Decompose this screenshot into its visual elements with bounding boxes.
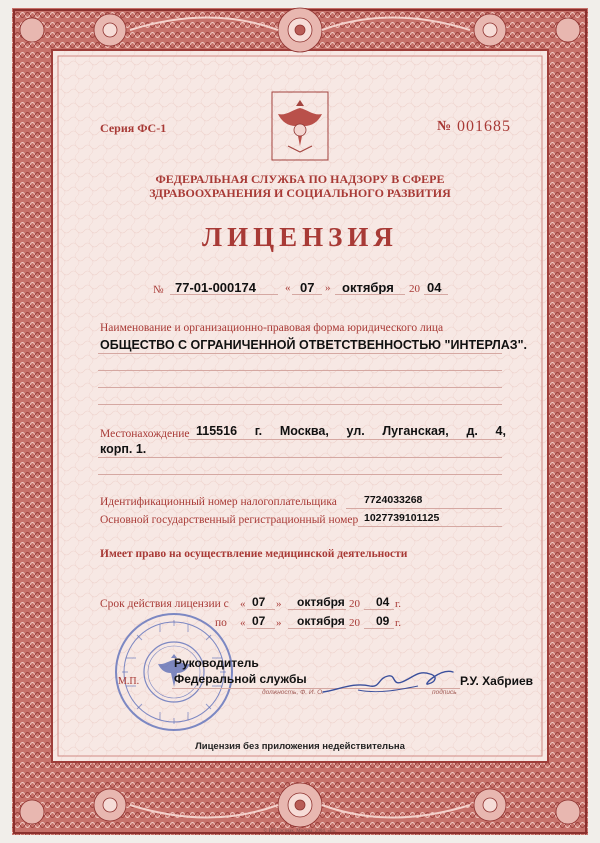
license-number: 77-01-000174	[175, 280, 256, 295]
blank-number: 001685	[457, 118, 511, 135]
validity-to-month: октября	[297, 614, 345, 628]
signer-name: Р.У. Хабриев	[460, 674, 534, 688]
position-hint: должность, Ф. И. О.	[262, 689, 324, 696]
printer-note: © НП Госзнак, Москва, 2004, «Б».	[263, 829, 337, 834]
handwritten-signature	[318, 660, 458, 700]
ogrn-value: 1027739101125	[364, 512, 440, 524]
blank-number-sign: №	[437, 119, 452, 134]
org-name: ОБЩЕСТВО С ОГРАНИЧЕННОЙ ОТВЕТСТВЕННОСТЬЮ "ИНТЕРЛАЗ".	[100, 338, 528, 352]
inn-value: 7724033268	[364, 494, 423, 506]
inn-label: Идентификационный номер налогоплательщика	[100, 496, 337, 508]
seal-place-label: М.П.	[118, 676, 140, 687]
validity-to-year-prefix: 20	[349, 617, 360, 629]
document-title: ЛИЦЕНЗИЯ	[202, 222, 398, 252]
agency-line-2: ЗДРАВООХРАНЕНИЯ И СОЦИАЛЬНОГО РАЗВИТИЯ	[149, 186, 451, 200]
signer-position-line-1: Руководитель	[174, 656, 259, 670]
license-month: октября	[342, 280, 394, 295]
agency-line-1: ФЕДЕРАЛЬНАЯ СЛУЖБА ПО НАДЗОРУ В СФЕРЕ	[155, 172, 445, 186]
footer-note: Лицензия без приложения недействительна	[195, 741, 405, 752]
address-line-1: 115516 г. Москва, ул. Луганская, д. 4,	[196, 424, 506, 438]
license-day: 07	[300, 280, 315, 295]
validity-from-g: г.	[395, 598, 402, 610]
validity-to-year-suffix: 09	[376, 614, 390, 628]
ogrn-label: Основной государственный регистрационный номер	[100, 514, 359, 526]
validity-to-day: 07	[252, 614, 266, 628]
validity-to-label: по	[215, 617, 227, 629]
validity-to-g: г.	[395, 617, 402, 629]
validity-from-month: октября	[297, 595, 345, 609]
series-label: Серия ФС-1	[100, 121, 167, 135]
validity-label: Срок действия лицензии с	[100, 598, 229, 610]
validity-from-year-prefix: 20	[349, 598, 360, 610]
address-line-2: корп. 1.	[100, 442, 147, 456]
validity-from-year-suffix: 04	[376, 595, 390, 609]
license-year-suffix: 04	[427, 280, 442, 295]
validity-from-day: 07	[252, 595, 266, 609]
license-year-prefix: 20	[409, 283, 420, 295]
license-document: Серия ФС-1 № 001685 ФЕДЕРАЛЬНАЯ СЛУЖБА ПО НАДЗОРУ В СФЕРЕ ЗДРАВООХРАНЕНИЯ И СОЦИАЛЬНОГО РАЗВИТИЯ ЛИЦЕНЗИЯ № 77-01-000174 « 07 » октября 20 04 Наименование и организационно-правовая форма юридического лица ОБЩЕСТВО С ОГРАНИЧЕННОЙ ОТВЕТСТВЕННОСТЬЮ "ИНТЕРЛАЗ". Местонахождение 115516 г. Москва, ул. Луганская, д. 4, корп. 1. Идентификационный номер налогоплательщика 7724033268 Основной государственный регистрационный номер 1027739101125 Имеет право на осуществление медицинской деятельности Срок действия лицензии с « 07 » октября 20 04 г. по « 07 » октября 20 09 г. М.П. Руководитель Федеральной службы должность, Ф. И. О. Р.У. Хабриев подпись Лицензия без приложения недействительна © НП Госзнак, Москва, 2004, «Б».	[0, 0, 600, 843]
permitted-activity: Имеет право на осуществление медицинской деятельности	[100, 548, 408, 560]
license-number-sign: №	[153, 284, 164, 296]
signature-hint: подпись	[432, 689, 457, 696]
org-name-label: Наименование и организационно-правовая форма юридического лица	[100, 322, 444, 334]
signer-position-line-2: Федеральной службы	[174, 672, 307, 686]
address-label: Местонахождение	[100, 428, 190, 440]
